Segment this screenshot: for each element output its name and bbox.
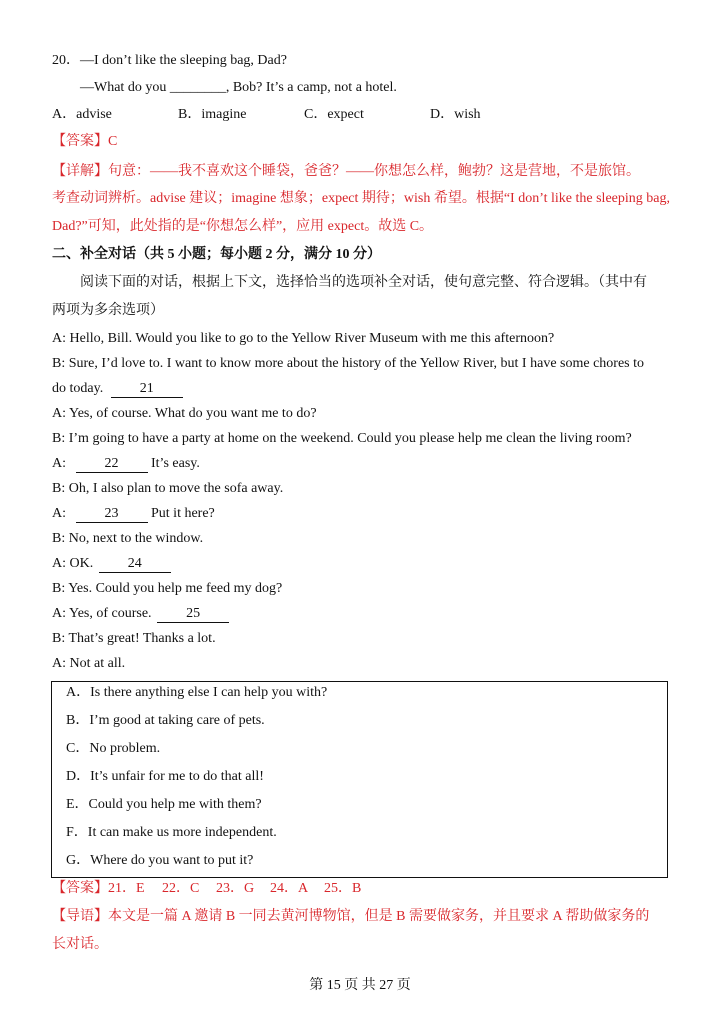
blank-23: 23 xyxy=(76,506,148,523)
dialogue-line: A: Not at all. xyxy=(52,656,126,671)
question-20-options xyxy=(52,106,481,124)
choice-d: D．It’s unfair for me to do that all! xyxy=(66,769,264,784)
dialogue-text: A: OK. xyxy=(52,556,97,571)
option-c: C．expect xyxy=(304,107,364,122)
blank-21: 21 xyxy=(111,381,183,398)
dialogue-line xyxy=(52,380,183,398)
dialogue-line xyxy=(52,455,200,473)
guide-line-2: 长对话。 xyxy=(52,937,108,952)
choice-a: A．Is there anything else I can help you with? xyxy=(66,685,328,700)
dialogue-line: A: Yes, of course. What do you want me to do? xyxy=(52,406,317,421)
dialogue-line: A: Hello, Bill. Would you like to go to the Yellow River Museum with me this afternoon? xyxy=(52,331,555,346)
answer-line: 【答案】C xyxy=(52,134,118,149)
page-footer: 第 15 页 共 27 页 xyxy=(309,978,411,993)
dialogue-text: Put it here? xyxy=(147,506,215,521)
question-text-post: , Bob? It’s a camp, not a hotel. xyxy=(225,80,397,95)
choice-e: E．Could you help me with them? xyxy=(66,797,262,812)
blank-24: 24 xyxy=(99,556,171,573)
section-title: 二、补全对话（共 5 小题；每小题 2 分，满分 10 分） xyxy=(52,247,381,262)
question-20-line1 xyxy=(52,52,287,70)
dialogue-line: B: Sure, I’d love to. I want to know more about the history of the Yellow River, but I have some chores to xyxy=(52,356,645,371)
explain-line-2: 考查动词辨析。advise 建议；imagine 想象；expect 期待；wish 希望。根据“I don’t like the sleeping bag, xyxy=(52,191,670,206)
dialogue-line: B: Yes. Could you help me feed my dog? xyxy=(52,581,283,596)
dialogue-line xyxy=(52,555,171,573)
choices-box xyxy=(51,681,668,878)
speaker: A: xyxy=(52,456,70,471)
speaker: A: xyxy=(52,506,70,521)
option-d: D．wish xyxy=(430,107,481,122)
dialogue-text: A: Yes, of course. xyxy=(52,606,156,621)
dialogue-line: B: That’s great! Thanks a lot. xyxy=(52,631,216,646)
answer-item: 22．C xyxy=(162,881,200,896)
choice-b: B．I’m good at taking care of pets. xyxy=(66,713,265,728)
explain-line-1: 【详解】句意：——我不喜欢这个睡袋，爸爸？——你想怎么样，鲍勃？这是营地，不是旅馆。 xyxy=(52,164,640,179)
answers-line xyxy=(52,880,361,898)
answer-item: 24．A xyxy=(270,881,309,896)
answer-item: 25．B xyxy=(324,881,362,896)
dialogue-line xyxy=(52,605,229,623)
blank-25: 25 xyxy=(157,606,229,623)
question-text: —I don’t like the sleeping bag, Dad? xyxy=(80,53,287,68)
answer-item: 23．G xyxy=(216,881,255,896)
instructions-line-2: 两项为多余选项） xyxy=(52,303,164,318)
choice-g: G．Where do you want to put it? xyxy=(66,853,254,868)
answer-item: 21．E xyxy=(108,881,145,896)
choice-f: F．It can make us more independent. xyxy=(66,825,277,840)
instructions-line-1: 阅读下面的对话，根据上下文，选择恰当的选项补全对话，使句意完整、符合逻辑。（其中有 xyxy=(80,275,647,290)
option-a: A．advise xyxy=(52,107,112,122)
explain-line-3: Dad?”可知，此处指的是“你想怎么样”，应用 expect。故选 C。 xyxy=(52,219,434,234)
question-text-pre: —What do you xyxy=(80,80,170,95)
choice-c: C．No problem. xyxy=(66,741,161,756)
option-b: B．imagine xyxy=(178,107,247,122)
blank-22: 22 xyxy=(76,456,148,473)
question-number: 20． xyxy=(52,53,80,68)
dialogue-line: B: Oh, I also plan to move the sofa away. xyxy=(52,481,284,496)
dialogue-text: do today. xyxy=(52,381,107,396)
dialogue-line: B: I’m going to have a party at home on the weekend. Could you please help me clean the living room? xyxy=(52,431,632,446)
guide-line-1: 【导语】本文是一篇 A 邀请 B 一同去黄河博物馆，但是 B 需要做家务，并且要求 A 帮助做家务的 xyxy=(52,909,650,924)
answers-prefix: 【答案】 xyxy=(52,881,108,896)
answer-blank: ________ xyxy=(169,80,226,95)
dialogue-text: It’s easy. xyxy=(147,456,200,471)
dialogue-line: B: No, next to the window. xyxy=(52,531,204,546)
dialogue-line xyxy=(52,505,215,523)
question-20-line2 xyxy=(80,79,397,97)
